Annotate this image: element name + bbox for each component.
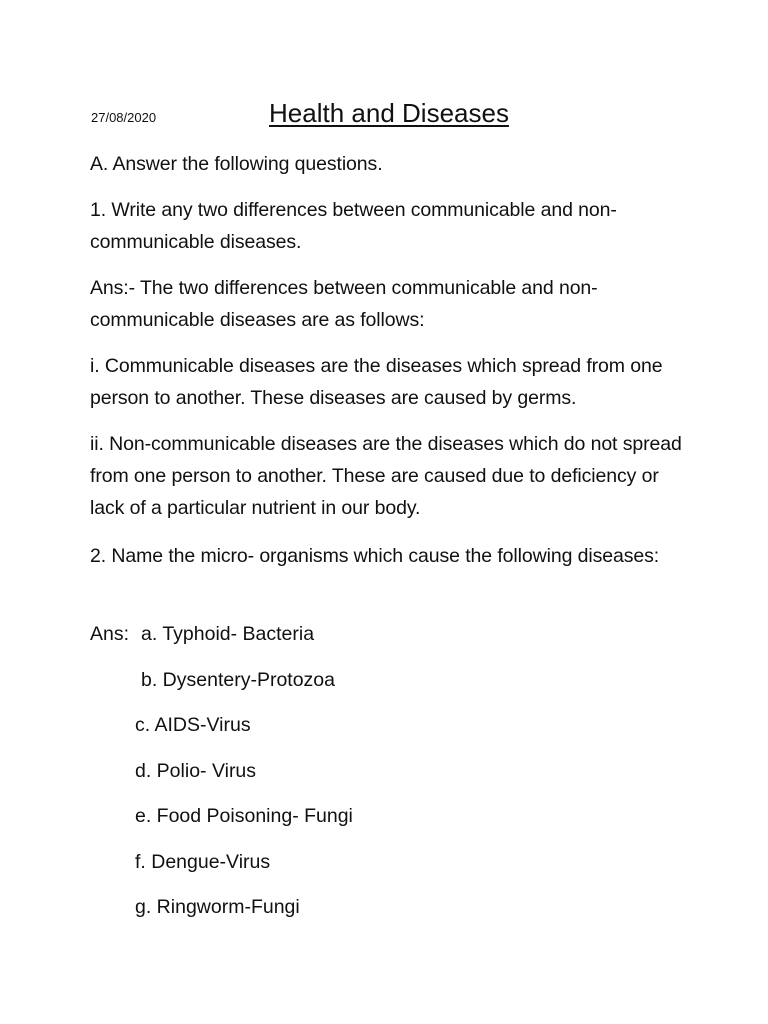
document-title: Health and Diseases: [269, 98, 509, 128]
section-heading: A. Answer the following questions.: [90, 153, 383, 175]
answer-2-label: Ans:: [90, 623, 130, 645]
answer-2-item: g. Ringworm-Fungi: [135, 896, 300, 918]
answer-2-item: e. Food Poisoning- Fungi: [135, 805, 353, 827]
answer-2-item: f. Dengue-Virus: [135, 851, 271, 873]
answer-1-intro: Ans:- The two differences between communicable and non-communicable diseases are as follows:: [90, 277, 598, 331]
question-2: 2. Name the micro- organisms which cause the following diseases:: [90, 545, 660, 567]
answer-1-point-i: i. Communicable diseases are the diseases which spread from one person to another. These diseases are caused by germs.: [90, 355, 663, 409]
answer-2-item: a. Typhoid- Bacteria: [141, 623, 315, 645]
answer-2-item: b. Dysentery-Protozoa: [141, 669, 336, 691]
answer-2-item: c. AIDS-Virus: [135, 714, 251, 736]
document-date: 27/08/2020: [91, 110, 157, 125]
answer-1-point-ii: ii. Non-communicable diseases are the diseases which do not spread from one person to another. These are caused due to deficiency or lack of a particular nutrient in our body.: [90, 433, 682, 519]
answer-2-item: d. Polio- Virus: [135, 760, 257, 782]
question-1: 1. Write any two differences between communicable and non-communicable diseases.: [90, 199, 617, 253]
